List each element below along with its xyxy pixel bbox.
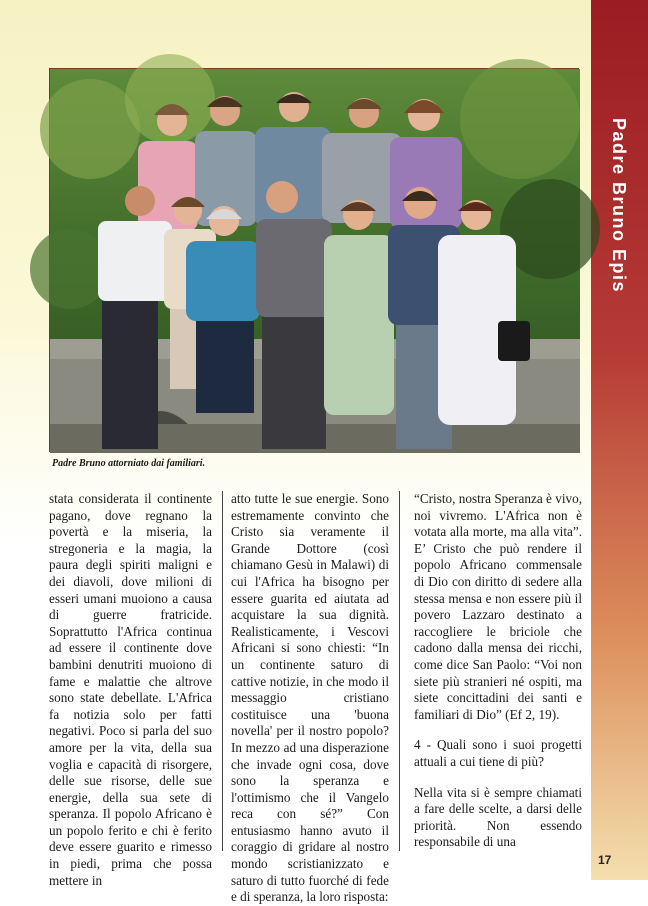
spacer	[414, 723, 582, 737]
photo-caption: Padre Bruno attorniato dai familiari.	[52, 458, 206, 469]
article-column-1	[49, 491, 223, 888]
paragraph: “Cristo, nostra Speranza è vivo, noi vivremo. L'Africa non è votata alla morte, ma alla vita”. E’ Cristo che può rendere il popolo Africano commensale di Dio con diritto di sedere alla stessa mensa e non essere più il povero Lazzaro destinato a raccogliere le briciole che cadono dalla mensa dei ricchi, come dice San Paolo: “Voi non siete più stranieri né ospiti, ma siete concittadini dei santi e familiari di Dio” (Ef 2, 19).	[414, 491, 582, 722]
paragraph: Nella vita si è sempre chiamati a fare delle scelte, a darsi delle priorità. Non essendo responsabile di una	[414, 784, 582, 850]
article-column-3	[414, 491, 582, 851]
interview-question: 4 - Quali sono i suoi progetti attuali a cui tiene di più?	[414, 737, 582, 769]
section-title: Padre Bruno Epis	[609, 118, 629, 294]
spacer	[414, 771, 582, 785]
page-number: 17	[598, 853, 612, 867]
family-photo	[49, 68, 579, 452]
person-front-4	[256, 181, 332, 449]
paragraph: stata considerata il continente pagano, dove regnano la povertà e la miseria, la stregoneria e la magia, la paura degli spiriti maligni e dei diavoli, dove milioni di esseri umani muoiono a causa di guerre fratricide. Soprattutto l'Africa continua ad essere il continente dove bambini denutriti muoiono di fame e malattie che altrove sono state debellate. L'Africa fa notizia solo per fatti negativi. Poco si parla del suo amore per la vita, della sua voglia e capacità di risorgere, delle sue risorse, delle sue energie, della sua sete di speranza. Il popolo Africano è un popolo ferito e chi è ferito deve essere guarito e rimesso in piedi, prima che possa mettere in	[49, 491, 212, 888]
paragraph: atto tutte le sue energie. Sono estremamente convinto che Cristo sia veramente il Grande Dottore (così chiamano Gesù in Malawi) di cui l'Africa ha bisogno per essere guarita ed aiutata ad acquistare la sua dignità. Realisticamente, i Vescovi Africani si sono chiesti: “In un continente saturo di cattive notizie, in che modo il messaggio cristiano costituisce una 'buona novella' per il nostro popolo? In mezzo ad una disperazione che invade ogni cosa, dove sono la speranza e l'ottimismo che il Vangelo reca con sé?” Con entusiasmo hanno avuto il coraggio di gridare al nostro mondo scristianizzato e saturo di tutto fuorché di fede e di speranza, la loro risposta:	[231, 491, 389, 905]
article-column-2	[231, 491, 400, 905]
